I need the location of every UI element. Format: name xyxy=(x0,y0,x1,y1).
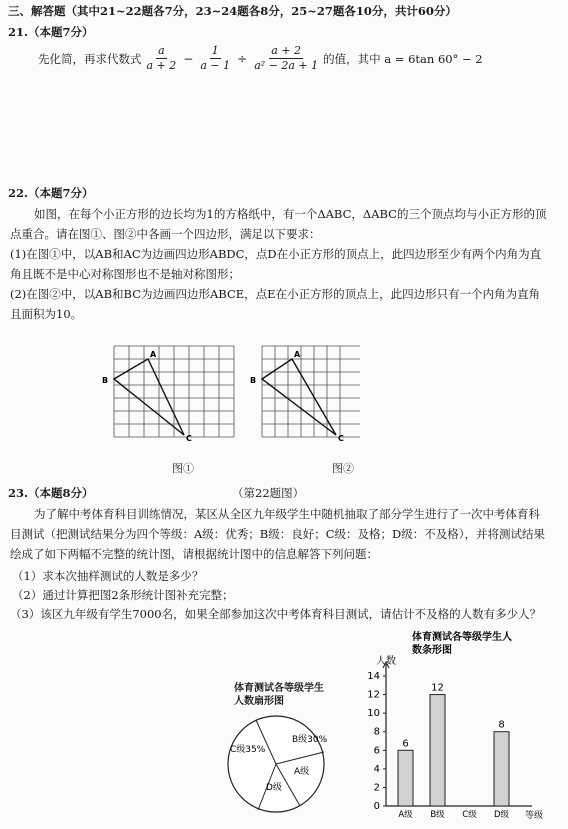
y-tick-label: 4 xyxy=(373,763,380,775)
fraction-2 xyxy=(198,44,232,73)
q22-header: 22.（本题7分） xyxy=(8,186,94,200)
fig1-label-c: C xyxy=(186,434,192,443)
x-tick-label: D级 xyxy=(493,810,510,820)
bar-data-label: 6 xyxy=(402,738,409,750)
y-tick-label: 8 xyxy=(373,726,380,738)
x-tick-label: B级 xyxy=(430,810,445,820)
fraction-2-num: 1 xyxy=(211,44,219,57)
q23-question-3: （3）该区九年级有学生7000名，如果全部参加这次中考体育科目测试，请估计不及格的人数有多少人？ xyxy=(10,607,542,621)
fraction-2-den: a − 1 xyxy=(200,59,231,72)
fig2-label-b: B xyxy=(250,376,257,385)
fig2-label-a: A xyxy=(294,350,301,359)
y-tick-label: 12 xyxy=(367,689,380,701)
operator-divide: ÷ xyxy=(237,51,248,66)
x-tick-label: A级 xyxy=(398,810,413,820)
fig1-label-b: B xyxy=(102,376,109,385)
q22-body: 如图，在每个小正方形的边长均为1的方格纸中，有一个ΔABC，ΔABC的三个顶点均与小正方形的顶点重合。请在图①、图②中各画一个四边形，满足以下要求： xyxy=(10,207,547,241)
fig2-label-c: C xyxy=(338,434,344,443)
pie-title-line-2: 人数扇形图 xyxy=(234,696,284,707)
bar-D级 xyxy=(494,732,509,806)
pie-label-c: C级35% xyxy=(230,745,266,755)
fraction-3-den: a² − 2a + 1 xyxy=(254,59,319,72)
fraction-1-num: a xyxy=(158,44,165,57)
q23-question-2: （2）通过计算把图2条形统计图补充完整； xyxy=(12,588,234,602)
y-tick-label: 2 xyxy=(373,782,380,794)
bar-chart-title-line-1: 体育测试各等级学生人 xyxy=(412,632,512,643)
fraction-3-num: a + 2 xyxy=(271,44,302,57)
bar-chart-ylabel: 人数 xyxy=(376,656,396,667)
figure-1-grid xyxy=(98,340,236,448)
bar-chart-body xyxy=(367,662,543,821)
bar-chart-title-line-2: 数条形图 xyxy=(412,645,452,656)
fraction-1-den: a + 2 xyxy=(146,59,177,72)
pie-title xyxy=(234,682,324,708)
bar-chart xyxy=(356,630,556,822)
q21-header: 21.（本题7分） xyxy=(8,25,94,39)
pie-label-d: D级 xyxy=(266,783,282,793)
x-tick-label: C级 xyxy=(462,810,477,820)
q22-item-1: (1)在图①中，以AB和AC为边画四边形ABDC，点D在小正方形的顶点上，此四边形至少有两个内角为直角且既不是中心对称图形也不是轴对称图形； xyxy=(10,247,542,281)
y-tick-label: 0 xyxy=(373,801,380,812)
fraction-1 xyxy=(145,44,179,73)
section-title: 三、解答题（其中21~22题各7分，23~24题各8分，25~27题各10分，共计60分） xyxy=(8,4,457,18)
fig1-label-a: A xyxy=(150,350,157,359)
figure-22-caption: （第22题图） xyxy=(232,486,305,500)
q23-body: 为了解中考体育科目训练情况，某区从全区九年级学生中随机抽取了部分学生进行了一次中考体育科目测试（把测试结果分为四个等级：A级：优秀；B级：良好；C级：及格；D级：不及格），并将测试结果绘成了如下两幅不完整的统计图，请根据统计图中的信息解答下列问题： xyxy=(10,507,546,561)
bar-chart-xlabel: 等级 xyxy=(524,811,544,821)
q23-header: 23.（本题8分） xyxy=(8,486,94,500)
pie-label-b: B级30% xyxy=(292,735,328,745)
pie-title-line-1: 体育测试各等级学生 xyxy=(234,683,324,694)
pie-chart xyxy=(220,708,332,820)
bar-A级 xyxy=(398,750,413,806)
figure-1-gridlines xyxy=(114,346,234,437)
bar-B级 xyxy=(430,695,445,806)
q21-expression xyxy=(38,44,483,73)
q22-item-2: (2)在图②中，以AB和BC为边画四边形ABCE，点E在小正方形的顶点上，此四边形只有一个内角为直角且面积为10。 xyxy=(10,287,541,321)
y-tick-label: 14 xyxy=(367,671,380,682)
figure-2-grid xyxy=(244,340,364,448)
fraction-3 xyxy=(252,44,320,73)
figure-2-caption: 图② xyxy=(332,462,354,475)
q21-tail: 的值，其中 a = 6tan 60° − 2 xyxy=(323,51,483,66)
q23-question-1: （1）求本次抽样测试的人数是多少？ xyxy=(12,569,204,583)
figure-1-caption: 图① xyxy=(172,462,194,475)
bar-data-label: 12 xyxy=(431,682,444,694)
y-tick-label: 6 xyxy=(373,745,380,757)
y-tick-label: 10 xyxy=(367,708,380,720)
q21-lead: 先化简，再求代数式 xyxy=(38,51,142,66)
pie-label-a: A级 xyxy=(294,767,310,777)
operator-minus: − xyxy=(183,51,194,66)
bar-data-label: 8 xyxy=(498,719,505,731)
